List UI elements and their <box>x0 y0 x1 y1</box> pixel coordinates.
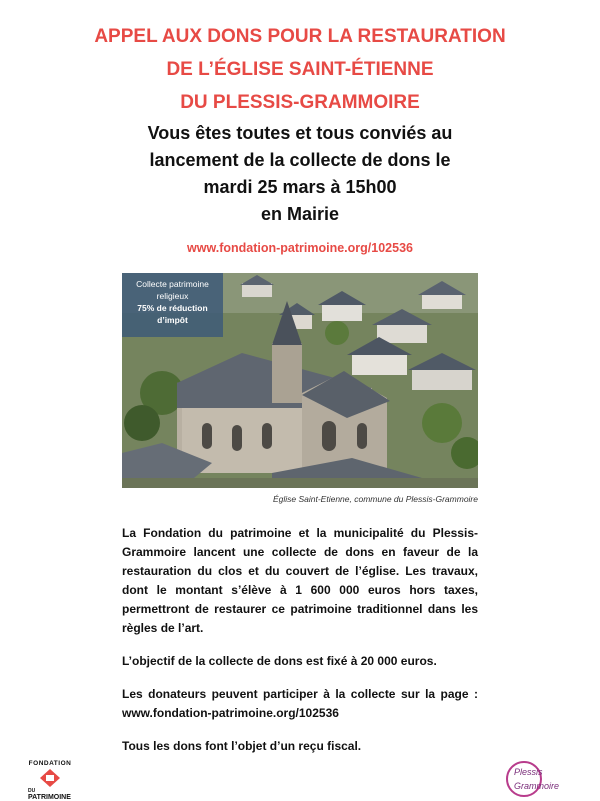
fondation-patrimoine-logo <box>20 760 80 801</box>
fondation-logo-line-1: FONDATION <box>28 760 72 767</box>
badge-line-2: religieux <box>156 291 189 301</box>
plessis-circle-icon <box>504 759 544 799</box>
badge-line-3: 75% de réduction <box>137 303 208 313</box>
body-text <box>122 524 478 756</box>
badge-line-4: d’impôt <box>157 315 188 325</box>
paragraph-intro: La Fondation du patrimoine et la municipalité du Plessis-Grammoire lancent une collecte de dons en faveur de la restauration du clos et du couvert de l’église. Les travaux, dont le montant s’élève à 1 600 000 euros hors taxes, permettront de restaurer ce patrimoine traditionnel dans les règles de l’art. <box>122 526 478 635</box>
page-title <box>40 20 560 119</box>
paragraph-participate: Les donateurs peuvent participer à la collecte sur la page : www.fondation-patrimoine.org/102536 <box>122 687 478 720</box>
photo-caption: Église Saint-Etienne, commune du Plessis-Grammoire <box>272 494 478 504</box>
paragraph-goal: L’objectif de la collecte de dons est fixé à 20 000 euros. <box>122 654 437 668</box>
subtitle-line-1: Vous êtes toutes et tous conviés au <box>147 123 453 143</box>
invitation-text <box>60 120 540 228</box>
fondation-emblem-icon <box>40 769 60 787</box>
tax-reduction-badge <box>122 273 223 337</box>
fondation-logo-line-2: DU <box>28 788 36 794</box>
title-line-3: DU PLESSIS-GRAMMOIRE <box>180 92 420 113</box>
church-photo <box>122 273 478 488</box>
paragraph-tax-receipt: Tous les dons font l’objet d’un reçu fiscal. <box>122 739 362 753</box>
subtitle-line-4: en Mairie <box>260 204 340 224</box>
subtitle-line-3: mardi 25 mars à 15h00 <box>203 177 397 197</box>
plessis-grammoire-logo <box>500 757 565 800</box>
donation-url[interactable]: www.fondation-patrimoine.org/102536 <box>187 241 413 255</box>
plessis-logo-line-2: Grammoire <box>514 781 560 791</box>
badge-line-1: Collecte patrimoine <box>136 279 209 289</box>
subtitle-line-2: lancement de la collecte de dons le <box>149 150 451 170</box>
title-line-1: APPEL AUX DONS POUR LA RESTAURATION <box>94 26 506 47</box>
fondation-logo-line-3: PATRIMOINE <box>28 794 71 801</box>
plessis-logo-line-1: Plessis <box>514 767 543 777</box>
title-line-2: DE L’ÉGLISE SAINT-ÉTIENNE <box>166 59 434 80</box>
